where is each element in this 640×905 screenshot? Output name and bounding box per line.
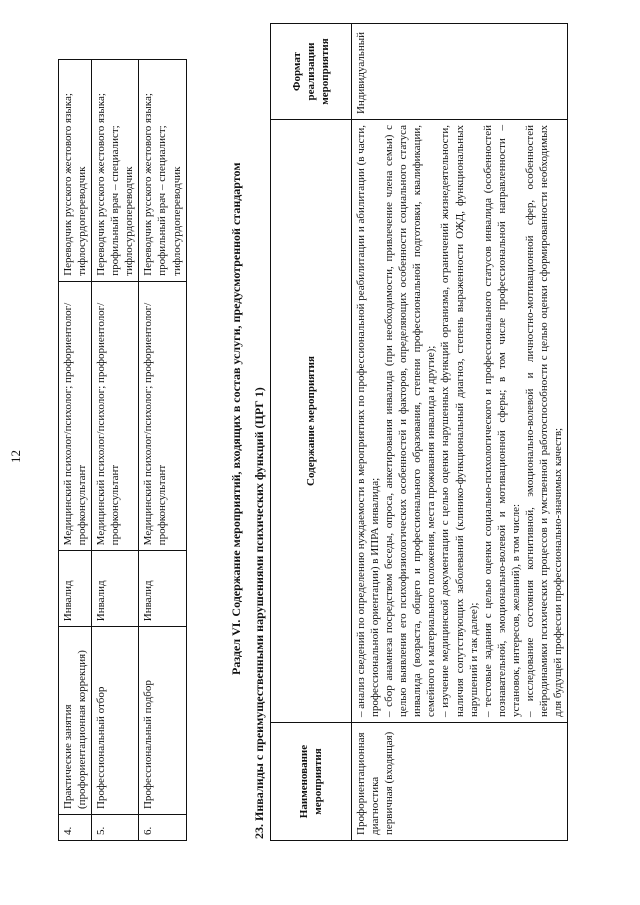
row-number: 5. — [92, 815, 139, 841]
row-number: 4. — [59, 815, 92, 841]
content-item: – тестовые задания с целью оценки социально-психологического и профессионального статусов инвалида (особенностей познавательной, эмоционально-волевой и мотивационной сферы; в том числе профессиональной направленности – установок, интересов, желаний), в том числе: — [481, 125, 522, 718]
header-row — [271, 24, 352, 841]
activity-name: Практические занятия (профориентационная коррекция) — [59, 627, 92, 815]
subsection-title: 23. Инвалиды с преимущественными нарушениями психических функций (ЦРГ 1) — [252, 387, 266, 839]
table-row — [92, 60, 139, 841]
row-number: 6. — [139, 815, 186, 841]
content-item: – исследование состояния когнитивной, эмоционально-волевой и личностно-мотивационной сфер, особенностей нейродинамики психических процессов и умственной работоспособности с целью оценки сформированности необходимых для будущей профессии профессионально-значимых качеств; — [523, 125, 565, 718]
header-name: Наименование мероприятия — [271, 723, 352, 841]
activity-name: Профессиональный отбор — [92, 627, 139, 815]
specialists: Медицинский психолог/психолог; профориентолог/профконсультант — [139, 281, 186, 551]
assistants: Переводчик русского жестового языка; профильный врач – специалист; тифлосурдопереводчик — [92, 60, 139, 282]
header-format: Формат реализации мероприятия — [271, 24, 352, 120]
table-row — [352, 24, 568, 841]
header-content: Содержание мероприятия — [271, 120, 352, 723]
recipient: Инвалид — [59, 551, 92, 627]
content-item: – сбор анамнеза посредством беседы, опроса, анкетирования инвалида (при необходимости, привлечение члена семьи) с целью выявления его психофизиологических особенностей и факторов, определяющих особенности социального статуса инвалида (возраста, общего и профессионального образования, степени профессиональной подготовки, квалификации, семейного и материального положения, места проживания инвалида и другие); — [383, 125, 438, 718]
assistants: Переводчик русского жестового языка; тифлосурдопереводчик — [59, 60, 92, 282]
specialists: Медицинский психолог/психолог; профориентолог/профконсультант — [59, 281, 92, 551]
specialists: Медицинский психолог/психолог; профориентолог/профконсультант — [92, 281, 139, 551]
activities-content-table — [270, 23, 568, 841]
content-item: – изучение медицинской документации с целью оценки нарушенных функций организма, ограничений жизнедеятельности, наличия сопутствующих заболеваний (клинико-функциональный диагноз, степень выраженности ОЖД, функциональных нарушений и так далее); — [439, 125, 480, 718]
page-number: 12 — [8, 450, 23, 463]
activity-name: Профориентационная диагностика первичная (входящая) — [352, 723, 568, 841]
recipient: Инвалид — [139, 551, 186, 627]
recipient: Инвалид — [92, 551, 139, 627]
activity-content — [352, 120, 568, 723]
table-row — [139, 60, 186, 841]
services-table — [58, 59, 187, 841]
activity-name: Профессиональный подбор — [139, 627, 186, 815]
content-item: – анализ сведений по определению нуждаемости в мероприятиях по профессиональной реабилитации и абилитации (в части, профессиональной ориентации) в ИПРА инвалида; — [355, 125, 382, 718]
assistants: Переводчик русского жестового языка; профильный врач – специалист; тифлосурдопереводчик — [139, 60, 186, 282]
activity-format: Индивидуальный — [352, 24, 568, 120]
section-title: Раздел VI. Содержание мероприятий, входящих в состав услуги, предусмотренной стандартом — [229, 162, 243, 675]
table-row — [59, 60, 92, 841]
